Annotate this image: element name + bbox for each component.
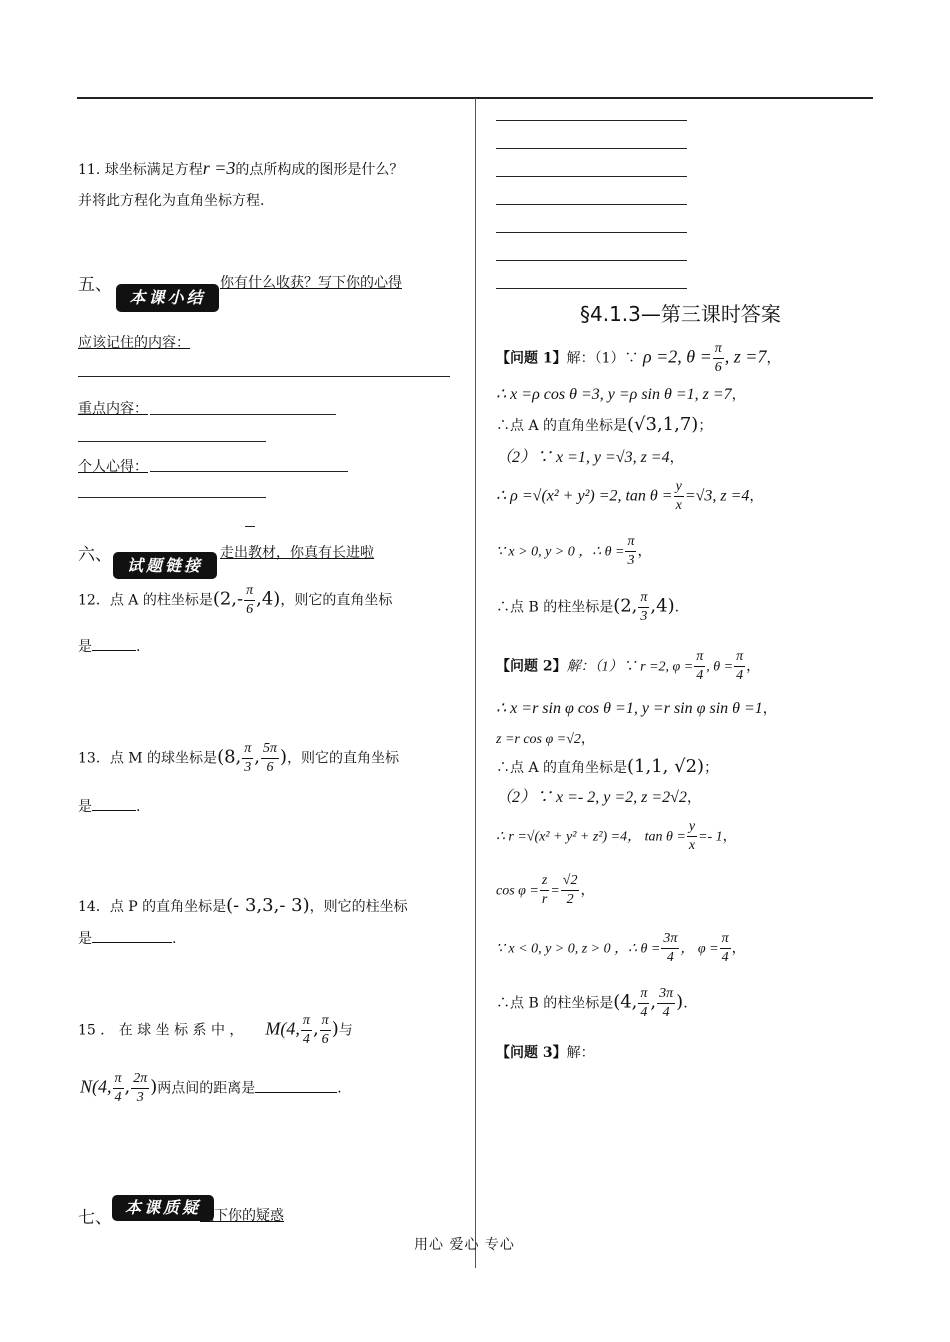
section-6-prompt: 走出教材，你真有长进啦	[220, 545, 374, 561]
problem-2-line5: （2）∵ x =- 2, y =2, z =2√2，	[496, 789, 701, 806]
personal-line	[150, 471, 348, 472]
problem-1-line1: 【问题 1】解：（1）∵ ρ =2, θ = $\frac{\pi}{6}$ , z =7，	[496, 341, 781, 375]
problem-1-line3: ∴点 A 的直角坐标是(√3,1,7)；	[496, 414, 713, 435]
column-divider	[475, 98, 476, 1268]
question-15-line2: N(4, $\frac{\pi}{4}$ , $\frac{2\pi}{3}$ )两点间的距离是 .	[80, 1071, 342, 1105]
key-content-label: 重点内容：	[78, 401, 148, 417]
section-5-number: 五、	[78, 275, 112, 295]
section-5-prompt: 你有什么收获？写下你的心得	[220, 275, 402, 291]
answer-line	[496, 120, 687, 121]
problem-1-line5: ∴ ρ =√(x² + y²) =2, tan θ = $\frac{y}{x}$ =√3, z =4，	[496, 479, 764, 513]
answer-blank[interactable]	[92, 796, 136, 811]
section-7-badge: 本课质疑	[112, 1195, 214, 1221]
problem-1-line6: ∵ x > 0, y > 0 ，∴ θ = $\frac{\pi}{3}$ ，	[496, 534, 652, 568]
problem-2-line1: 【问题 2】解：（1）∵ r =2, φ = $\frac{\pi}{4}$ , θ = $\frac{\pi}{4}$ ，	[496, 649, 761, 683]
problem-2-line8: ∵ x < 0, y > 0, z > 0 ，∴ θ = $\frac{3\pi}{4}$ ， φ = $\frac{\pi}{4}$ ，	[496, 931, 746, 965]
answer-line	[496, 176, 687, 177]
question-13-line1: 13．点 M 的球坐标是(8, $\frac{\pi}{3}$ , $\frac{5\pi}{6}$ )，则它的直角坐标	[78, 741, 400, 775]
answer-blank[interactable]	[255, 1078, 337, 1093]
problem-1-line2: ∴ x =ρ cos θ =3, y =ρ sin θ =1, z =7，	[496, 386, 746, 403]
section-7-number: 七、	[78, 1208, 112, 1228]
fraction-pi-over-6: $\frac{\pi}{6}$	[246, 583, 254, 617]
key-content-line-2	[78, 441, 266, 442]
section-6-number: 六、	[78, 545, 112, 565]
small-dash	[245, 526, 255, 527]
answer-line	[496, 148, 687, 149]
answer-line	[496, 232, 687, 233]
answer-line	[496, 260, 687, 261]
answer-blank[interactable]	[92, 928, 172, 943]
question-11-line1: 11. 球坐标满足方程r =3的点所构成的图形是什么？	[78, 158, 404, 178]
question-14-line2: 是 .	[78, 928, 176, 948]
problem-1-line4: （2）∵ x =1, y =√3, z =4，	[496, 449, 684, 466]
question-13-line2: 是 .	[78, 796, 140, 816]
footer-motto: 用心 爱心 专心	[414, 1237, 515, 1253]
section-7-prompt: 记下你的疑惑	[200, 1208, 284, 1224]
personal-line-2	[78, 497, 266, 498]
problem-2-line6: ∴ r =√(x² + y² + z²) =4， tan θ = $\frac{y}{x}$ =- 1，	[496, 819, 737, 853]
problem-2-line9: ∴点 B 的柱坐标是(4, $\frac{\pi}{4}$ , $\frac{3\pi}{4}$ ).	[496, 986, 688, 1020]
answer-line	[496, 204, 687, 205]
remember-write-line	[78, 376, 450, 377]
answer-blank[interactable]	[92, 636, 136, 651]
problem-2-line4: ∴点 A 的直角坐标是(1,1, √2)；	[496, 756, 719, 777]
remember-label: 应该记住的内容：	[78, 335, 190, 351]
answer-title: §4.1.3—第三课时答案	[580, 302, 781, 326]
question-12-line2: 是 .	[78, 636, 140, 656]
question-11-line2: 并将此方程化为直角坐标方程.	[78, 193, 265, 209]
problem-2-line7: cos φ = $\frac{z}{r}$ = $\frac{√2}{2}$ ，	[496, 873, 595, 907]
question-15-line1: 15 ． 在 球 坐 标 系 中 ， M(4, $\frac{\pi}{4}$ , $\frac{\pi}{6}$ )与	[78, 1013, 353, 1047]
key-content-line	[150, 414, 336, 415]
answer-line	[496, 288, 687, 289]
personal-label: 个人心得：	[78, 459, 148, 475]
section-6-badge: 试题链接	[113, 552, 217, 579]
question-14-line1: 14．点 P 的直角坐标是(- 3,3,- 3)，则它的柱坐标	[78, 895, 408, 916]
problem-2-line2: ∴ x =r sin φ cos θ =1, y =r sin φ sin θ =1，	[496, 700, 777, 717]
problem-1-line7: ∴点 B 的柱坐标是(2, $\frac{\pi}{3}$ ,4).	[496, 590, 680, 624]
problem-3-line1: 【问题 3】解：	[496, 1045, 595, 1061]
question-12-line1: 12．点 A 的柱坐标是(2,- $\frac{\pi}{6}$ ,4)，则它的直角坐标	[78, 583, 393, 617]
section-5-badge: 本课小结	[116, 284, 219, 312]
problem-2-line3: z =r cos φ =√2，	[496, 731, 595, 747]
